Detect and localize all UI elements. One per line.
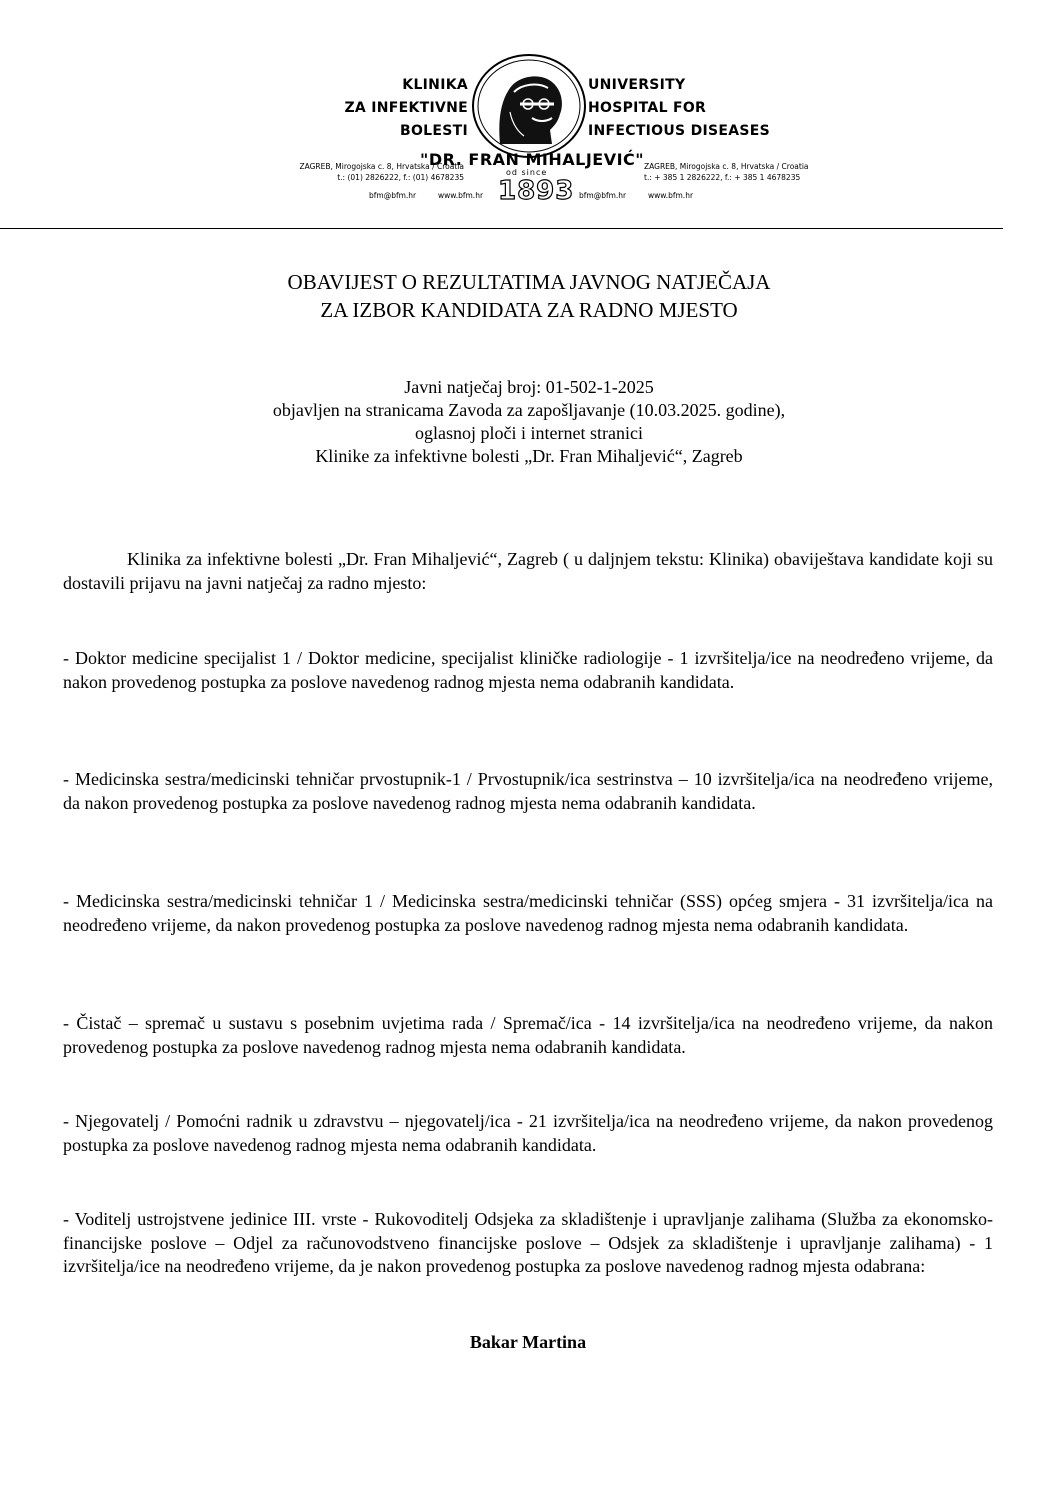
email-right[interactable]: bfm@bfm.hr — [579, 191, 627, 200]
address-right-line: t.: + 385 1 2826222, f.: + 385 1 4678235 — [644, 173, 801, 182]
letterhead-english-name — [588, 74, 828, 143]
intro-paragraph: Klinika za infektivne bolesti „Dr. Fran Mihaljević“, Zagreb ( u daljnjem tekstu: Klinika) obaviještava kandidate koji su dostavili prijavu na javni natječaj za radno mjesto: — [63, 549, 993, 593]
competition-info — [100, 376, 958, 468]
letterhead-left-line: BOLESTI — [400, 123, 468, 139]
letterhead-croatian-name — [300, 74, 468, 143]
website-right[interactable]: www.bfm.hr — [648, 191, 694, 200]
header-divider — [0, 228, 1003, 229]
title-line: OBAVIJEST O REZULTATIMA JAVNOG NATJEČAJA — [287, 270, 771, 294]
info-line: Klinike za infektivne bolesti „Dr. Fran Mihaljević“, Zagreb — [315, 446, 743, 466]
founding-year: 1893 — [498, 176, 575, 206]
selected-candidate: Bakar Martina — [469, 1332, 587, 1352]
letterhead-right-line: HOSPITAL FOR — [588, 100, 707, 116]
letterhead-right-line: UNIVERSITY — [588, 77, 686, 93]
letterhead-left-line: ZA INFEKTIVNE — [344, 100, 468, 116]
position-paragraph: - Doktor medicine specijalist 1 / Doktor medicine, specijalist kliničke radiologije - 1 izvršitelja/ice na neodređeno vrijeme, da nakon provedenog postupka za poslove navedenog radnog mjesta nema odabranih kandidata. — [63, 648, 993, 692]
hospital-seal-logo — [470, 52, 588, 160]
address-left-line: ZAGREB, Mirogojska c. 8, Hrvatska / Croatia — [299, 162, 464, 171]
website-left[interactable]: www.bfm.hr — [438, 191, 484, 200]
position-paragraph: - Medicinska sestra/medicinski tehničar prvostupnik-1 / Prvostupnik/ica sestrinstva – 10 izvršitelja/ica na neodređeno vrijeme, da nakon provedenog postupka za poslove navedenog radnog mjesta nema odabranih kandidata. — [63, 769, 993, 813]
address-right — [644, 161, 844, 183]
document-title — [100, 268, 958, 324]
position-paragraph: - Čistač – spremač u sustavu s posebnim uvjetima rada / Spremač/ica - 14 izvršitelja/ica na neodređeno vrijeme, da nakon provedenog postupka za poslove navedenog radnog mjesta nema odabranih kandidata. — [63, 1013, 993, 1057]
position-paragraph: - Voditelj ustrojstvene jedinice III. vrste - Rukovoditelj Odsjeka za skladištenje i upravljanje zalihama (Služba za ekonomsko-financijske poslove – Odjel za računovodstveno financijske poslove – Odsjek za skladištenje i upravljanje zalihama) - 1 izvršitelja/ice na neodređeno vrijeme, da je nakon provedenog postupka za poslove navedenog radnog mjesta odabrana: — [63, 1209, 993, 1276]
title-line: ZA IZBOR KANDIDATA ZA RADNO MJESTO — [320, 298, 738, 322]
info-line: Javni natječaj broj: 01-502-1-2025 — [404, 377, 654, 397]
address-right-line: ZAGREB, Mirogojska c. 8, Hrvatska / Croatia — [644, 162, 809, 171]
info-line: oglasnoj ploči i internet stranici — [415, 423, 643, 443]
letterhead-right-line: INFECTIOUS DISEASES — [588, 123, 771, 139]
letterhead-left-line: KLINIKA — [402, 77, 468, 93]
email-left[interactable]: bfm@bfm.hr — [369, 191, 417, 200]
address-left-line: t.: (01) 2826222, f.: (01) 4678235 — [337, 173, 464, 182]
position-paragraph: - Medicinska sestra/medicinski tehničar 1 / Medicinska sestra/medicinski tehničar (SSS) općeg smjera - 31 izvršitelja/ica na neodređeno vrijeme, da nakon provedenog postupka za poslove navedenog radnog mjesta nema odabranih kandidata. — [63, 891, 993, 935]
since-label: od since — [506, 168, 548, 177]
position-paragraph: - Njegovatelj / Pomoćni radnik u zdravstvu – njegovatelj/ica - 21 izvršitelja/ica na neodređeno vrijeme, da nakon provedenog postupka za poslove navedenog radnog mjesta nema odabranih kandidata. — [63, 1111, 993, 1155]
address-left — [250, 161, 464, 183]
hospital-name: "DR. FRAN MIHALJEVIĆ" — [420, 150, 645, 169]
info-line: objavljen na stranicama Zavoda za zapošljavanje (10.03.2025. godine), — [272, 400, 786, 420]
